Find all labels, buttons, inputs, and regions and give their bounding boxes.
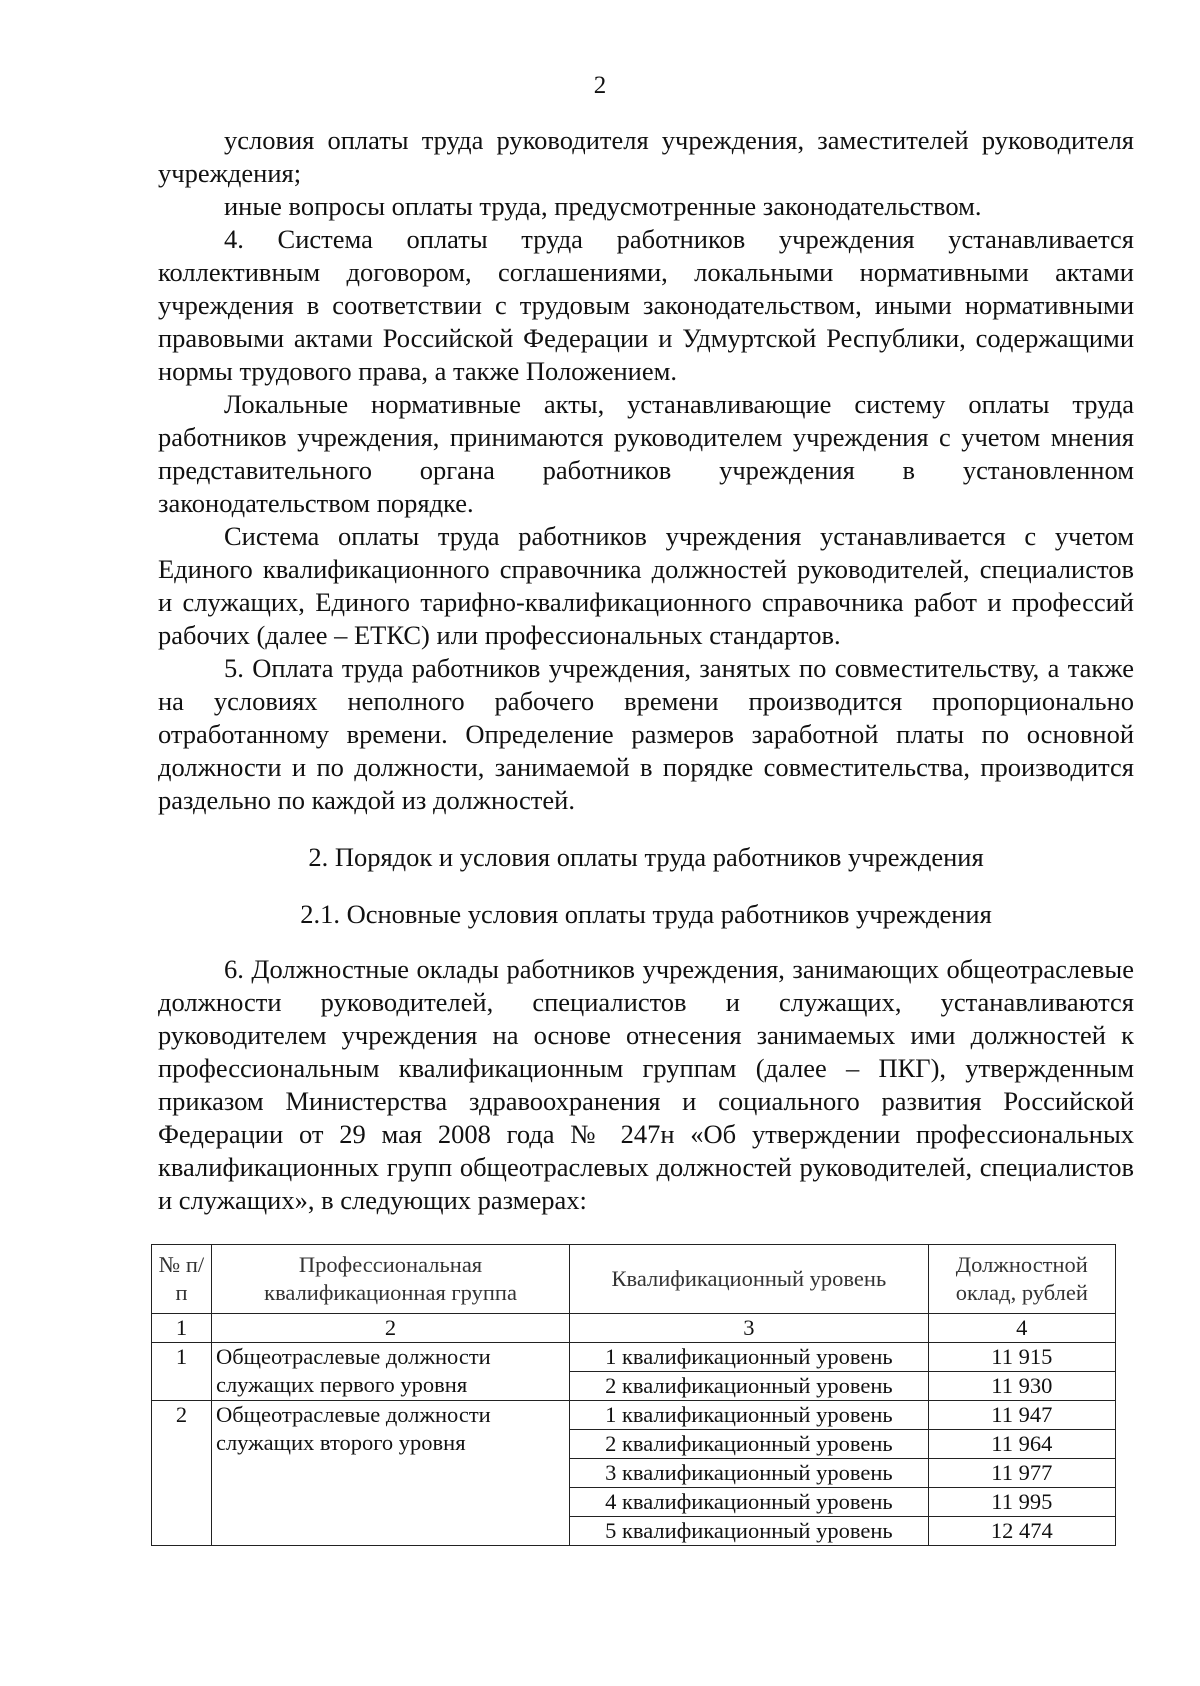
group-name: Общеотраслевые должности служащих второго уровня xyxy=(211,1401,569,1546)
row-num: 1 xyxy=(152,1343,212,1372)
salary-value: 11 947 xyxy=(928,1401,1115,1430)
salary-value: 11 977 xyxy=(928,1459,1115,1488)
paragraph-6: 6. Должностные оклады работников учреждения, занимающих общеотраслевые должности руководителей, специалистов и служащих, устанавливаются руководителем учреждения на основе отнесения занимаемых ими должностей к профессиональным квалификационным группам (далее – ПКГ), утвержденным приказом Министерства здравоохранения и социального развития Российской Федерации от 29 мая 2008 года № 247н «Об утверждении профессиональных квалификационных групп общеотраслевых должностей руководителей, специалистов и служащих», в следующих размерах: xyxy=(158,954,1134,1215)
salary-value: 11 995 xyxy=(928,1488,1115,1517)
subsection-heading: 2.1. Основные условия оплаты труда работников учреждения xyxy=(300,899,992,929)
header-salary: Должностной оклад, рублей xyxy=(928,1245,1115,1314)
qualification-level: 1 квалификационный уровень xyxy=(570,1401,928,1430)
row-num: 2 xyxy=(152,1401,212,1546)
paragraph-4: 4. Система оплаты труда работников учреждения устанавливается коллективным договором, соглашениями, локальными нормативными актами учреждения в соответствии с трудовым законодательством, иными нормативными правовыми актами Российской Федерации и Удмуртской Республики, содержащими нормы трудового права, а также Положением. xyxy=(158,224,1134,386)
column-index: 2 xyxy=(211,1314,569,1343)
paragraph-5: 5. Оплата труда работников учреждения, занятых по совместительству, а также на условиях неполного рабочего времени производится пропорционально отработанному времени. Определение размеров заработной платы по основной должности и по должности, занимаемой в порядке совместительства, производится раздельно по каждой из должностей. xyxy=(158,653,1134,815)
qualification-level: 2 квалификационный уровень xyxy=(570,1430,928,1459)
paragraph: условия оплаты труда руководителя учреждения, заместителей руководителя учреждения; xyxy=(158,125,1134,188)
salary-table xyxy=(151,1244,1116,1546)
salary-value: 11 930 xyxy=(928,1372,1115,1401)
table-header-row xyxy=(152,1245,1116,1314)
paragraph: иные вопросы оплаты труда, предусмотренные законодательством. xyxy=(224,191,982,221)
table-row xyxy=(152,1401,1116,1430)
header-group: Профессиональная квалификационная группа xyxy=(211,1245,569,1314)
qualification-level: 2 квалификационный уровень xyxy=(570,1372,928,1401)
qualification-level: 1 квалификационный уровень xyxy=(570,1343,928,1372)
salary-value: 12 474 xyxy=(928,1517,1115,1546)
salary-value: 11 964 xyxy=(928,1430,1115,1459)
header-num: № п/п xyxy=(152,1245,212,1314)
header-level: Квалификационный уровень xyxy=(570,1245,928,1314)
page-number: 2 xyxy=(593,72,607,99)
paragraph: Локальные нормативные акты, устанавливающие систему оплаты труда работников учреждения, принимаются руководителем учреждения с учетом мнения представительного органа работников учреждения в установленном законодательством порядке. xyxy=(158,389,1134,518)
section-heading: 2. Порядок и условия оплаты труда работников учреждения xyxy=(308,842,984,872)
qualification-level: 3 квалификационный уровень xyxy=(570,1459,928,1488)
column-index: 3 xyxy=(570,1314,928,1343)
column-index-row xyxy=(152,1314,1116,1343)
qualification-level: 4 квалификационный уровень xyxy=(570,1488,928,1517)
table-row xyxy=(152,1343,1116,1372)
column-index: 1 xyxy=(152,1314,212,1343)
qualification-level: 5 квалификационный уровень xyxy=(570,1517,928,1546)
salary-value: 11 915 xyxy=(928,1343,1115,1372)
paragraph: Система оплаты труда работников учреждения устанавливается с учетом Единого квалификационного справочника должностей руководителей, специалистов и служащих, Единого тарифно-квалификационного справочника работ и профессий рабочих (далее – ЕТКС) или профессиональных стандартов. xyxy=(158,521,1134,650)
group-name: Общеотраслевые должности служащих первого уровня xyxy=(211,1343,569,1401)
document-body xyxy=(158,124,1134,1217)
column-index: 4 xyxy=(928,1314,1115,1343)
